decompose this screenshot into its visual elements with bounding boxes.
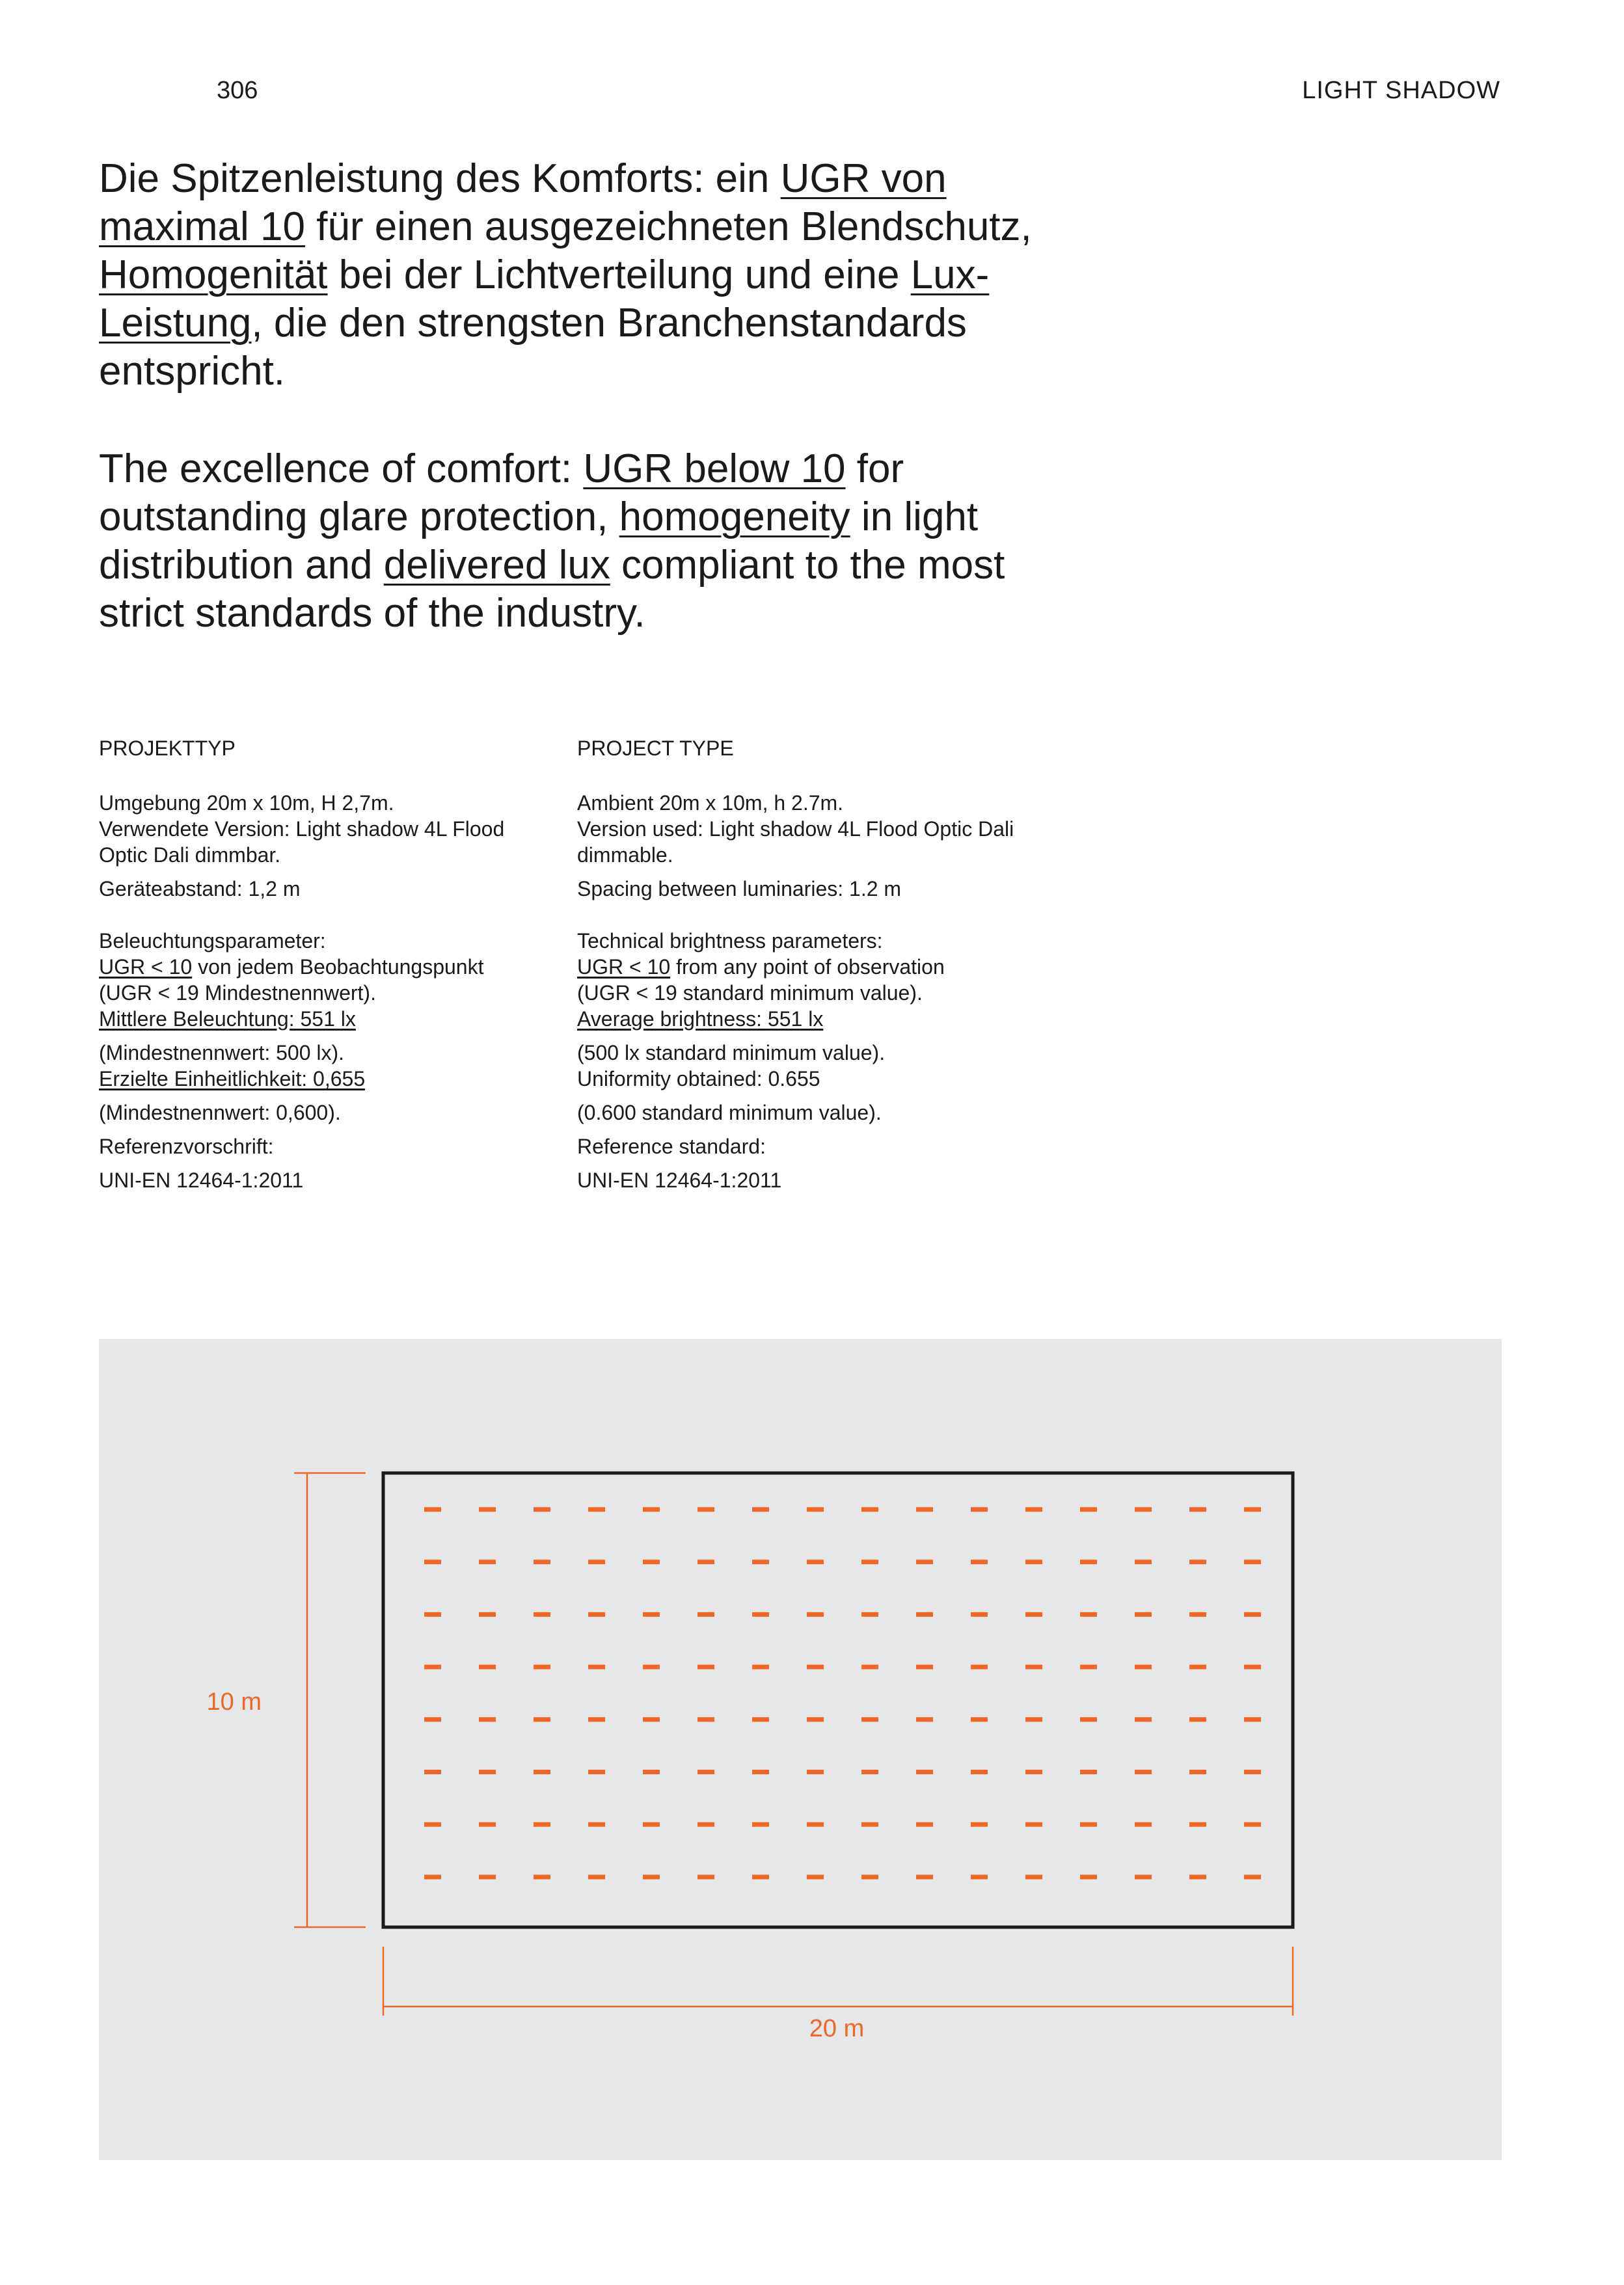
luminaire-marker: [1080, 1770, 1097, 1774]
luminaire-marker: [697, 1770, 714, 1774]
luminaire-marker: [807, 1560, 824, 1564]
luminaire-marker: [1135, 1874, 1152, 1879]
luminaire-marker: [479, 1508, 496, 1512]
spec-column-german: [99, 735, 554, 1193]
luminaire-marker: [643, 1665, 660, 1670]
spec-average-minimum: (500 lx standard minimum value). Uniformity obtained: 0.655: [577, 1041, 886, 1090]
luminaire-marker: [479, 1770, 496, 1774]
luminaire-marker: [916, 1612, 933, 1617]
luminaire-marker: [1080, 1612, 1097, 1617]
luminaire-marker: [588, 1822, 605, 1827]
spec-parameters: Beleuchtungsparameter: UGR < 10 von jedem Beobachtungspunkt (UGR < 19 Mindestnennwert). Mittlere Beleuchtung: 551 lx: [99, 929, 484, 1031]
spec-reference: UNI-EN 12464-1:2011: [99, 1169, 304, 1192]
luminaire-marker: [1135, 1508, 1152, 1512]
luminaire-marker: [534, 1665, 550, 1670]
luminaire-marker: [1080, 1874, 1097, 1879]
luminaire-marker: [861, 1612, 878, 1617]
floor-plan-svg: [99, 1339, 1502, 2160]
luminaire-marker: [1080, 1665, 1097, 1670]
luminaire-marker: [424, 1560, 441, 1564]
luminaire-marker: [861, 1874, 878, 1879]
spec-uniformity-minimum: (Mindestnennwert: 0,600).: [99, 1101, 341, 1124]
luminaire-marker: [752, 1770, 769, 1774]
luminaire-marker: [1189, 1717, 1206, 1722]
luminaire-marker: [752, 1508, 769, 1512]
luminaire-marker: [916, 1560, 933, 1564]
height-label: 10 m: [206, 1688, 262, 1716]
spec-heading: PROJEKTTYP: [99, 737, 236, 760]
spec-environment-version: Umgebung 20m x 10m, H 2,7m. Verwendete Version: Light shadow 4L Flood Optic Dali dimmbar.: [99, 791, 505, 867]
luminaire-marker: [1244, 1822, 1261, 1827]
luminaire-marker: [1189, 1508, 1206, 1512]
room-outline: [383, 1473, 1293, 1927]
spec-reference-label: Reference standard:: [577, 1135, 766, 1158]
luminaire-marker: [1135, 1770, 1152, 1774]
luminaire-marker: [1080, 1560, 1097, 1564]
headline-german: Die Spitzenleistung des Komforts: ein UGR von maximal 10 für einen ausgezeichneten Blendschutz, Homogenität bei der Lichtverteilung und eine Lux-Leistung, die den strengsten Branchenstandards entspricht.: [99, 156, 1032, 394]
luminaire-marker: [643, 1508, 660, 1512]
luminaire-marker: [752, 1560, 769, 1564]
luminaire-marker: [588, 1612, 605, 1617]
luminaire-marker: [861, 1717, 878, 1722]
luminaire-marker: [916, 1717, 933, 1722]
luminaire-marker: [588, 1560, 605, 1564]
luminaire-marker: [861, 1560, 878, 1564]
luminaire-marker: [1025, 1770, 1042, 1774]
luminaire-marker: [424, 1770, 441, 1774]
luminaire-marker: [479, 1717, 496, 1722]
luminaire-marker: [588, 1508, 605, 1512]
luminaire-marker: [1025, 1665, 1042, 1670]
luminaire-marker: [643, 1717, 660, 1722]
spec-uniformity-minimum: (0.600 standard minimum value).: [577, 1101, 882, 1124]
luminaire-marker: [807, 1665, 824, 1670]
luminaire-marker: [424, 1612, 441, 1617]
luminaire-marker: [1025, 1508, 1042, 1512]
spec-reference: UNI-EN 12464-1:2011: [577, 1169, 782, 1192]
luminaire-marker: [588, 1717, 605, 1722]
luminaire-marker: [424, 1508, 441, 1512]
luminaire-marker: [1244, 1612, 1261, 1617]
luminaire-marker: [916, 1665, 933, 1670]
luminaire-marker: [752, 1612, 769, 1617]
luminaire-marker: [1135, 1560, 1152, 1564]
height-dimension: [294, 1473, 366, 1927]
luminaire-marker: [424, 1874, 441, 1879]
luminaire-marker: [697, 1560, 714, 1564]
luminaire-marker: [807, 1717, 824, 1722]
luminaire-marker: [1135, 1822, 1152, 1827]
luminaire-marker: [1244, 1508, 1261, 1512]
luminaire-marker: [1189, 1874, 1206, 1879]
luminaire-marker: [643, 1770, 660, 1774]
luminaire-marker: [971, 1874, 988, 1879]
luminaire-marker: [807, 1822, 824, 1827]
luminaire-marker: [861, 1508, 878, 1512]
luminaire-marker: [807, 1508, 824, 1512]
luminaire-marker: [916, 1874, 933, 1879]
luminaire-marker: [752, 1874, 769, 1879]
luminaire-marker: [861, 1665, 878, 1670]
luminaire-marker: [1244, 1717, 1261, 1722]
width-dimension: [383, 1947, 1293, 2016]
luminaire-marker: [424, 1665, 441, 1670]
luminaire-marker: [971, 1508, 988, 1512]
luminaire-marker: [1135, 1612, 1152, 1617]
luminaire-marker: [752, 1665, 769, 1670]
spec-spacing: Geräteabstand: 1,2 m: [99, 877, 301, 900]
luminaire-marker: [697, 1874, 714, 1879]
luminaire-marker: [971, 1822, 988, 1827]
luminaire-marker: [697, 1508, 714, 1512]
luminaire-marker: [1080, 1717, 1097, 1722]
spec-average-minimum: (Mindestnennwert: 500 lx). Erzielte Einheitlichkeit: 0,655: [99, 1041, 366, 1090]
spec-reference-label: Referenzvorschrift:: [99, 1135, 274, 1158]
luminaire-marker: [534, 1874, 550, 1879]
luminaire-marker: [534, 1560, 550, 1564]
spec-spacing: Spacing between luminaries: 1.2 m: [577, 877, 902, 900]
luminaire-marker: [1080, 1822, 1097, 1827]
spec-parameters: Technical brightness parameters: UGR < 10 from any point of observation (UGR < 19 standard minimum value). Average brightness: 551 lx: [577, 929, 945, 1031]
luminaire-marker: [1135, 1717, 1152, 1722]
spec-column-english: [577, 735, 1033, 1193]
luminaire-marker: [807, 1612, 824, 1617]
section-title: LIGHT SHADOW: [1302, 77, 1500, 104]
luminaire-marker: [1189, 1770, 1206, 1774]
luminaire-marker: [916, 1770, 933, 1774]
luminaire-marker: [807, 1770, 824, 1774]
luminaire-marker: [1025, 1717, 1042, 1722]
luminaire-marker: [534, 1770, 550, 1774]
luminaire-marker: [1189, 1822, 1206, 1827]
headline-english: The excellence of comfort: UGR below 10 for outstanding glare protection, homogeneity in light distribution and delivered lux compliant to the most strict standards of the industry.: [99, 446, 1005, 636]
luminaire-marker: [1080, 1508, 1097, 1512]
luminaire-marker: [588, 1874, 605, 1879]
luminaire-marker: [588, 1665, 605, 1670]
floor-plan-diagram: [99, 1339, 1502, 2160]
luminaire-marker: [534, 1508, 550, 1512]
luminaire-marker: [479, 1560, 496, 1564]
luminaire-marker: [1025, 1560, 1042, 1564]
luminaire-marker: [1025, 1822, 1042, 1827]
luminaire-marker: [534, 1822, 550, 1827]
luminaire-marker: [479, 1665, 496, 1670]
luminaire-marker: [1025, 1612, 1042, 1617]
luminaire-marker: [971, 1612, 988, 1617]
luminaire-marker: [479, 1822, 496, 1827]
luminaire-marker: [971, 1717, 988, 1722]
luminaire-marker: [1189, 1612, 1206, 1617]
luminaire-marker: [861, 1822, 878, 1827]
luminaire-marker: [752, 1717, 769, 1722]
page-number: 306: [217, 77, 258, 104]
luminaire-marker: [643, 1612, 660, 1617]
luminaire-marker: [1244, 1665, 1261, 1670]
luminaire-marker: [916, 1508, 933, 1512]
luminaire-marker: [479, 1612, 496, 1617]
luminaire-marker: [1244, 1560, 1261, 1564]
luminaire-marker: [588, 1770, 605, 1774]
luminaire-marker: [971, 1770, 988, 1774]
luminaire-marker: [1244, 1770, 1261, 1774]
luminaire-marker: [643, 1560, 660, 1564]
luminaire-marker: [971, 1560, 988, 1564]
luminaire-marker: [697, 1612, 714, 1617]
luminaire-marker: [1244, 1874, 1261, 1879]
luminaire-marker: [807, 1874, 824, 1879]
luminaire-marker: [1189, 1560, 1206, 1564]
spec-heading: PROJECT TYPE: [577, 737, 734, 760]
luminaire-marker: [861, 1770, 878, 1774]
luminaire-marker: [479, 1874, 496, 1879]
luminaire-marker: [1189, 1665, 1206, 1670]
luminaire-marker: [424, 1822, 441, 1827]
luminaire-marker: [643, 1822, 660, 1827]
luminaire-marker: [697, 1717, 714, 1722]
luminaire-marker: [643, 1874, 660, 1879]
luminaire-marker: [697, 1822, 714, 1827]
luminaire-marker: [1135, 1665, 1152, 1670]
luminaire-marker: [534, 1612, 550, 1617]
luminaire-marker: [1025, 1874, 1042, 1879]
luminaire-marker: [424, 1717, 441, 1722]
luminaire-marker: [916, 1822, 933, 1827]
spec-environment-version: Ambient 20m x 10m, h 2.7m. Version used: Light shadow 4L Flood Optic Dali dimmable.: [577, 791, 1014, 867]
width-label: 20 m: [809, 2015, 865, 2042]
luminaire-marker: [697, 1665, 714, 1670]
luminaire-marker: [971, 1665, 988, 1670]
luminaire-marker: [534, 1717, 550, 1722]
luminaire-grid: [424, 1508, 1261, 1880]
luminaire-marker: [752, 1822, 769, 1827]
